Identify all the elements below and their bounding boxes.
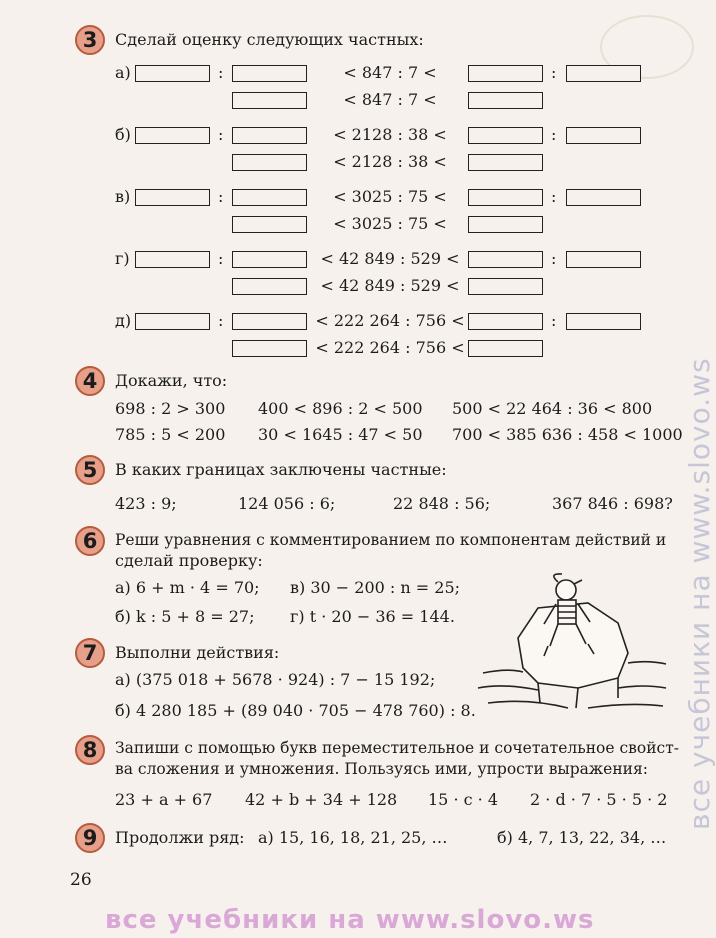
answer-box[interactable] [468,251,543,268]
task-3-expression: < 42 849 : 529 < [320,249,460,268]
answer-box[interactable] [232,278,307,295]
answer-box[interactable] [566,189,641,206]
answer-box[interactable] [232,65,307,82]
answer-box[interactable] [566,127,641,144]
task-5-item: 124 056 : 6; [238,494,336,513]
watermark-bottom: все учебники на www.slovo.ws [105,905,595,935]
answer-box[interactable] [232,127,307,144]
task-3-badge: 3 [75,25,105,55]
task-3-row-label: д) [115,311,132,330]
task-3-row-label: а) [115,63,131,82]
task-4-badge: 4 [75,366,105,396]
answer-box[interactable] [232,154,307,171]
task-8-badge: 8 [75,735,105,765]
answer-box[interactable] [566,65,641,82]
task-3-expression: < 2128 : 38 < [333,152,447,171]
colon-sign: : [218,63,224,82]
task-7-badge: 7 [75,638,105,668]
answer-box[interactable] [468,189,543,206]
task-3-expression: < 222 264 : 756 < [315,311,465,330]
task-3-row-label: в) [115,187,131,206]
answer-box[interactable] [468,313,543,330]
task-3-expression: < 3025 : 75 < [333,187,447,206]
task-9-title: Продолжи ряд: [115,828,245,847]
colon-sign: : [218,311,224,330]
task-8-title-line2: ва сложения и умножения. Пользуясь ими, упрости выражения: [115,760,649,778]
answer-box[interactable] [135,189,210,206]
answer-box[interactable] [566,313,641,330]
task-6-title-line2: сделай проверку: [115,551,263,570]
answer-box[interactable] [468,65,543,82]
answer-box[interactable] [135,65,210,82]
colon-sign: : [218,125,224,144]
task-4-item: 400 < 896 : 2 < 500 [258,399,423,418]
task-6-eq-a: а) 6 + m · 4 = 70; [115,578,260,597]
colon-sign: : [218,187,224,206]
task-3-row-label: б) [115,125,131,144]
task-9-badge: 9 [75,823,105,853]
colon-sign: : [218,249,224,268]
task-3-expression: < 42 849 : 529 < [320,276,460,295]
task-3-expression: < 2128 : 38 < [333,125,447,144]
task-8-item: 15 · c · 4 [428,790,499,809]
task-4-item: 500 < 22 464 : 36 < 800 [452,399,653,418]
answer-box[interactable] [232,216,307,233]
task-3-expression: < 847 : 7 < [343,63,437,82]
task-4-item: 30 < 1645 : 47 < 50 [258,425,423,444]
task-9-item-b: б) 4, 7, 13, 22, 34, … [497,828,667,847]
task-6-title-line1: Реши уравнения с комментированием по компонентам действий и [115,531,667,549]
task-5-item: 423 : 9; [115,494,177,513]
task-5-badge: 5 [75,455,105,485]
watermark-side: все учебники на www.slovo.ws [683,357,716,830]
colon-sign: : [551,63,557,82]
task-4-item: 785 : 5 < 200 [115,425,226,444]
task-8-title-line1: Запиши с помощью букв переместительное и сочетательное свойст- [115,739,680,757]
answer-box[interactable] [468,340,543,357]
task-3-expression: < 222 264 : 756 < [315,338,465,357]
task-3-expression: < 3025 : 75 < [333,214,447,233]
answer-box[interactable] [468,127,543,144]
task-6-eq-g: г) t · 20 − 36 = 144. [290,607,455,626]
boy-on-ice-illustration [478,568,668,718]
task-4-item: 698 : 2 > 300 [115,399,226,418]
task-4-title: Докажи, что: [115,371,228,390]
colon-sign: : [551,249,557,268]
task-8-item: 2 · d · 7 · 5 · 5 · 2 [530,790,668,809]
answer-box[interactable] [135,127,210,144]
task-3-title: Сделай оценку следующих частных: [115,30,424,49]
answer-box[interactable] [468,216,543,233]
colon-sign: : [551,187,557,206]
answer-box[interactable] [468,92,543,109]
task-7-title: Выполни действия: [115,643,280,662]
answer-box[interactable] [468,278,543,295]
answer-box[interactable] [232,313,307,330]
page-number: 26 [70,870,92,890]
answer-box[interactable] [468,154,543,171]
task-5-item: 367 846 : 698? [552,494,673,513]
task-9-item-a: а) 15, 16, 18, 21, 25, … [258,828,448,847]
task-6-badge: 6 [75,526,105,556]
task-6-eq-b: б) k : 5 + 8 = 27; [115,607,255,626]
answer-box[interactable] [232,92,307,109]
task-3-expression: < 847 : 7 < [343,90,437,109]
task-3-row-label: г) [115,249,130,268]
task-8-item: 42 + b + 34 + 128 [245,790,398,809]
task-8-item: 23 + a + 67 [115,790,213,809]
answer-box[interactable] [135,251,210,268]
task-7-item-a: а) (375 018 + 5678 · 924) : 7 − 15 192; [115,670,436,689]
task-5-title: В каких границах заключены частные: [115,460,447,479]
answer-box[interactable] [135,313,210,330]
task-4-item: 700 < 385 636 : 458 < 1000 [452,425,683,444]
task-5-item: 22 848 : 56; [393,494,491,513]
answer-box[interactable] [232,340,307,357]
colon-sign: : [551,311,557,330]
task-7-item-b: б) 4 280 185 + (89 040 · 705 − 478 760) : 8. [115,701,476,720]
task-6-eq-v: в) 30 − 200 : n = 25; [290,578,461,597]
answer-box[interactable] [232,251,307,268]
answer-box[interactable] [566,251,641,268]
answer-box[interactable] [232,189,307,206]
colon-sign: : [551,125,557,144]
